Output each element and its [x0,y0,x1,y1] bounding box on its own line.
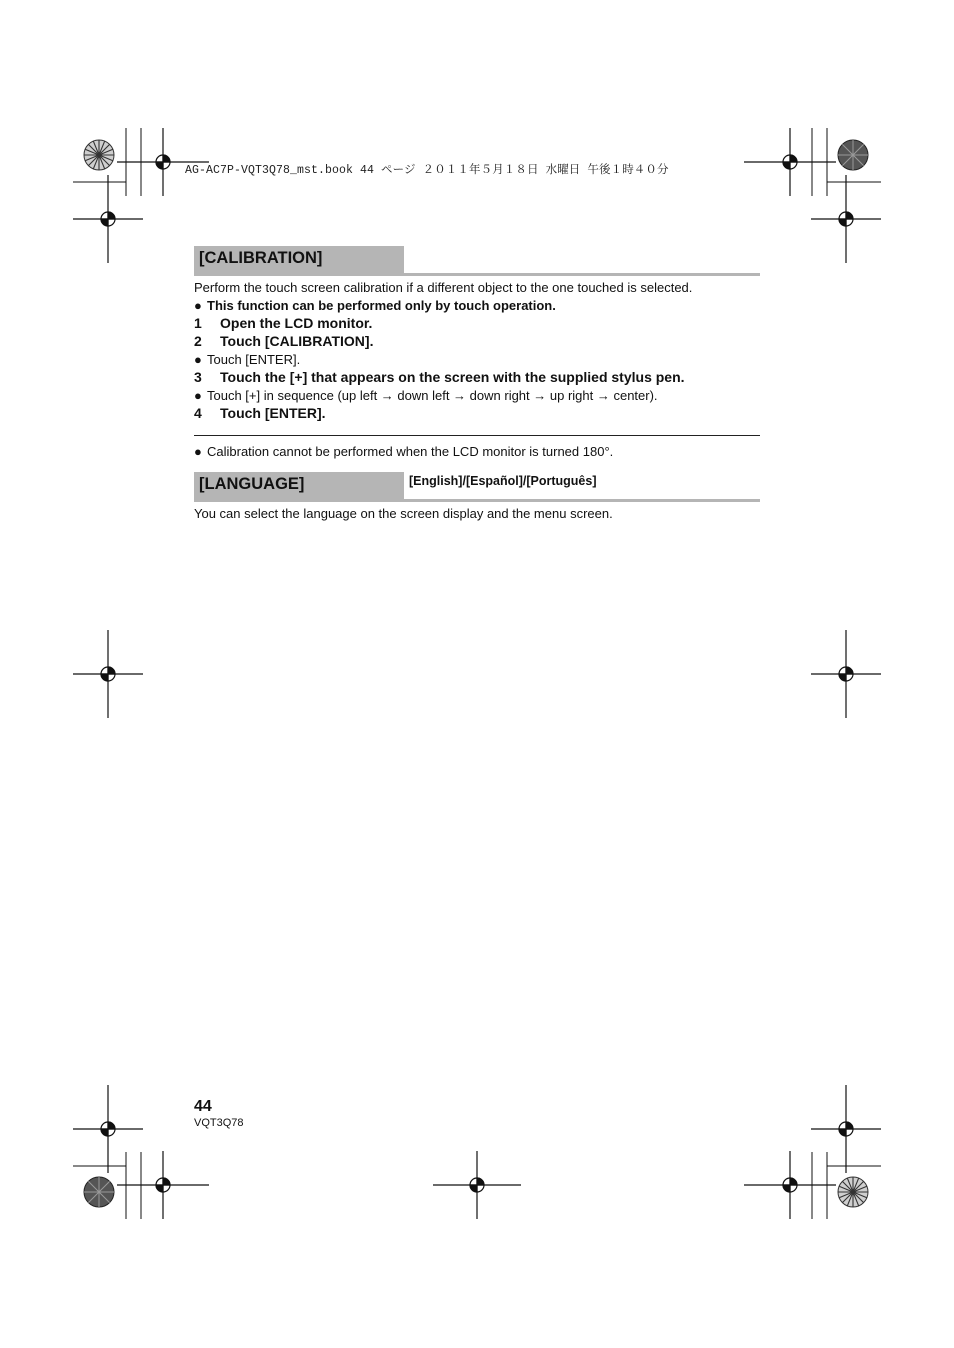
section-rule [194,273,760,276]
page-number: 44 [194,1098,212,1115]
bullet-icon: ● [194,352,202,367]
note-divider [194,435,760,436]
bullet-icon: ● [194,444,202,459]
print-file-header: AG-AC7P-VQT3Q78_mst.book 44 ページ ２０１１年５月１８日 水曜日 午後１時４０分 [185,164,669,177]
bullet-icon: ● [194,388,202,403]
step-4: 4 Touch [ENTER]. [194,405,326,421]
step-1: 1 Open the LCD monitor. [194,315,373,331]
calibration-intro: Perform the touch screen calibration if a different object to the one touched is selected. [194,280,693,295]
calibration-touch-note: ● This function can be performed only by touch operation. [194,298,556,313]
bullet-icon: ● [194,298,202,313]
section-rule [194,499,760,502]
step-2-sub-bullet: ● Touch [ENTER]. [194,352,301,367]
calibration-title: [CALIBRATION] [194,246,404,273]
step-3-sub-bullet: ● Touch [+] in sequence (up left → down left → down right → up right → center). [194,388,658,403]
language-options: [English]/[Español]/[Português] [409,474,597,488]
calibration-footnote: ● Calibration cannot be performed when the LCD monitor is turned 180°. [194,444,614,459]
language-title: [LANGUAGE] [194,472,404,499]
document-code: VQT3Q78 [194,1117,244,1129]
language-description: You can select the language on the screen display and the menu screen. [194,506,613,521]
language-section-header [194,472,760,502]
calibration-section-header [194,246,760,276]
step-3: 3 Touch the [+] that appears on the screen with the supplied stylus pen. [194,369,685,385]
step-2: 2 Touch [CALIBRATION]. [194,333,374,349]
